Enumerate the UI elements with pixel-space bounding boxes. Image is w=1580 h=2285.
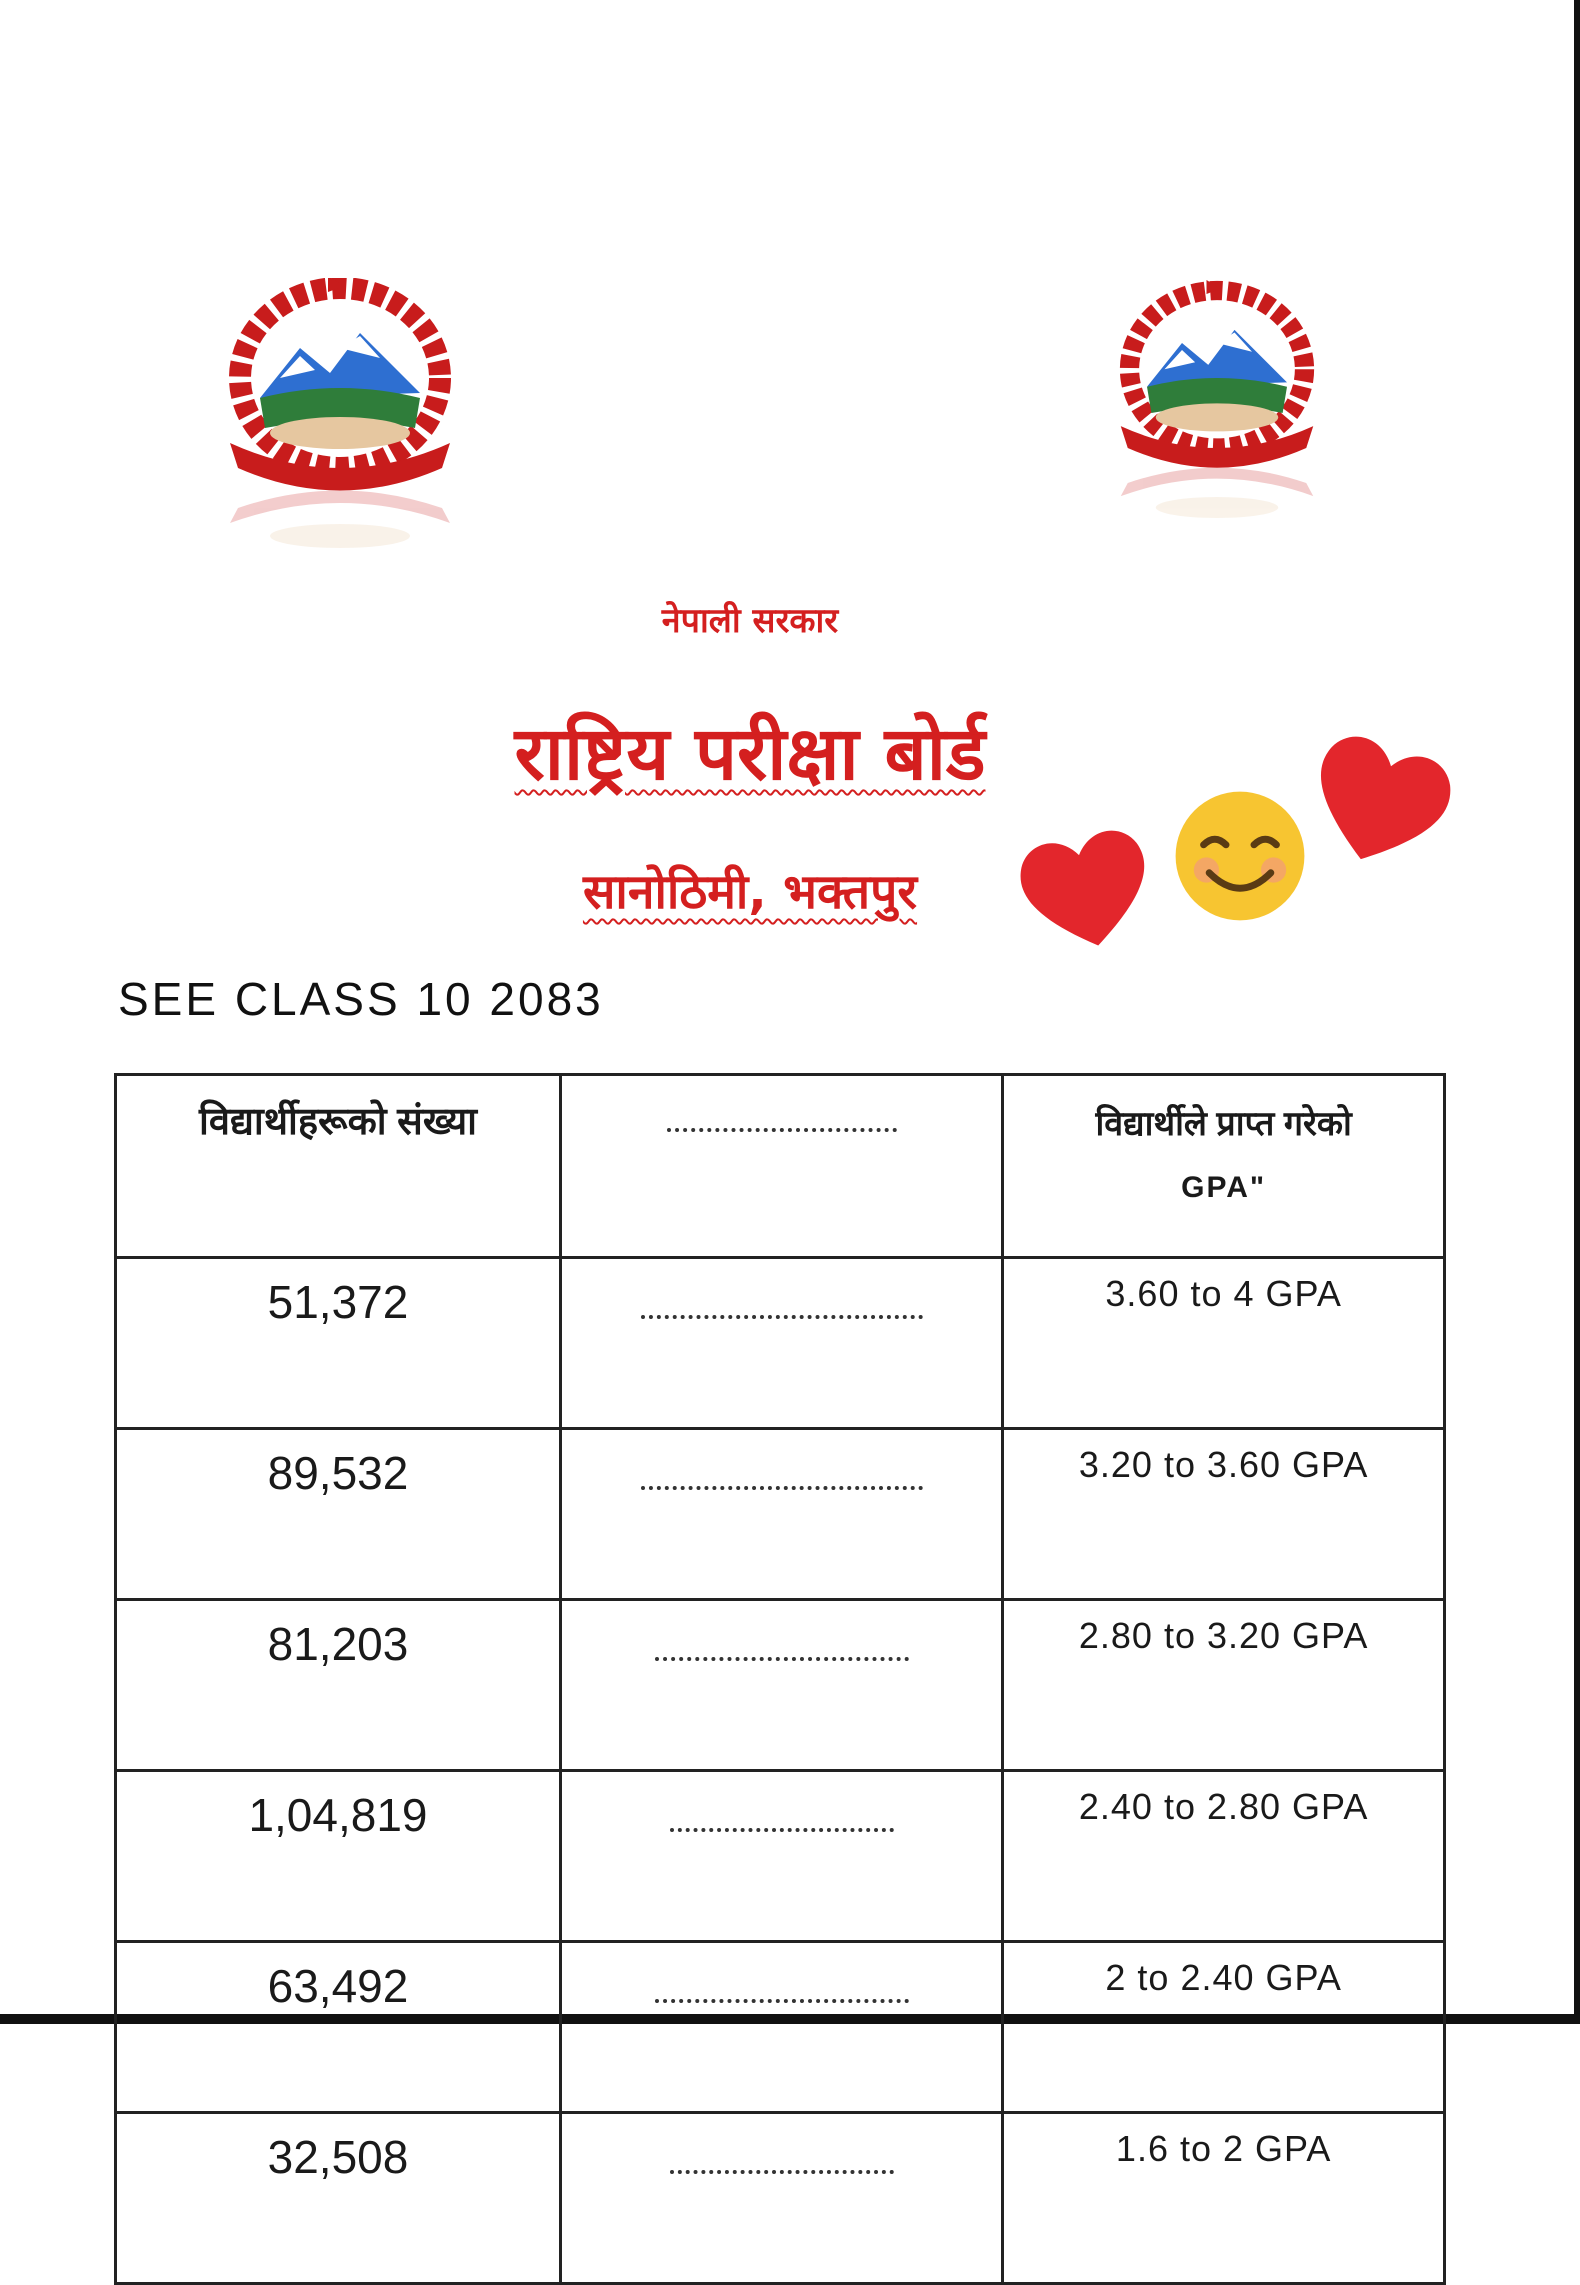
emblem-main — [230, 278, 450, 491]
header-gpa-label: विद्यार्थीले प्राप्त गरेको — [1095, 1105, 1352, 1143]
dotted-line — [641, 1315, 923, 1319]
header-gpa — [1003, 1075, 1445, 1258]
dotted-line — [670, 2170, 894, 2174]
gpa-range: 1.6 to 2 GPA — [1003, 2113, 1445, 2284]
location-text: सानोठिमी, भक्तपुर — [582, 864, 918, 920]
dotted-cell — [560, 2113, 1002, 2284]
header-middle-dots — [667, 1128, 897, 1132]
gpa-range: 2.40 to 2.80 GPA — [1003, 1771, 1445, 1942]
dotted-cell — [560, 1429, 1002, 1600]
student-count: 51,372 — [116, 1258, 561, 1429]
nepal-emblem-icon — [220, 278, 460, 578]
dotted-cell — [560, 1258, 1002, 1429]
gpa-range: 3.20 to 3.60 GPA — [1003, 1429, 1445, 1600]
heart-icon — [1016, 822, 1156, 954]
dotted-line — [655, 1999, 909, 2003]
table-row — [116, 1942, 1445, 2113]
student-count: 1,04,819 — [116, 1771, 561, 1942]
gpa-range: 2 to 2.40 GPA — [1003, 1942, 1445, 2113]
dotted-line — [641, 1486, 923, 1490]
table-header-row — [116, 1075, 1445, 1258]
header-gpa-suffix: GPA" — [1181, 1171, 1267, 1204]
gpa-table — [114, 1073, 1446, 2285]
page-edge — [1574, 0, 1580, 2024]
header-middle — [560, 1075, 1002, 1258]
government-label: नेपाली सरकार — [661, 601, 839, 641]
dotted-cell — [560, 1771, 1002, 1942]
heart-icon — [1306, 730, 1454, 870]
table-row — [116, 1429, 1445, 1600]
emblem-reflection — [230, 491, 450, 549]
nepal-emblem-icon — [1112, 268, 1322, 558]
table-row — [116, 1771, 1445, 1942]
dotted-line — [655, 1657, 909, 1661]
header-students: विद्यार्थीहरूको संख्या — [116, 1075, 561, 1258]
table-row — [116, 2113, 1445, 2284]
dotted-cell — [560, 1942, 1002, 2113]
student-count: 89,532 — [116, 1429, 561, 1600]
smiling-face-icon — [1170, 786, 1310, 926]
board-title-text: राष्ट्रिय परीक्षा बोर्ड — [514, 711, 986, 797]
student-count: 81,203 — [116, 1600, 561, 1771]
gpa-range: 3.60 to 4 GPA — [1003, 1258, 1445, 1429]
gpa-range: 2.80 to 3.20 GPA — [1003, 1600, 1445, 1771]
student-count: 63,492 — [116, 1942, 561, 2113]
document-title: SEE CLASS 10 2083 — [118, 973, 604, 1025]
table-row — [116, 1600, 1445, 1771]
student-count: 32,508 — [116, 2113, 561, 2284]
dotted-line — [670, 1828, 894, 1832]
table-row — [116, 1258, 1445, 1429]
dotted-cell — [560, 1600, 1002, 1771]
